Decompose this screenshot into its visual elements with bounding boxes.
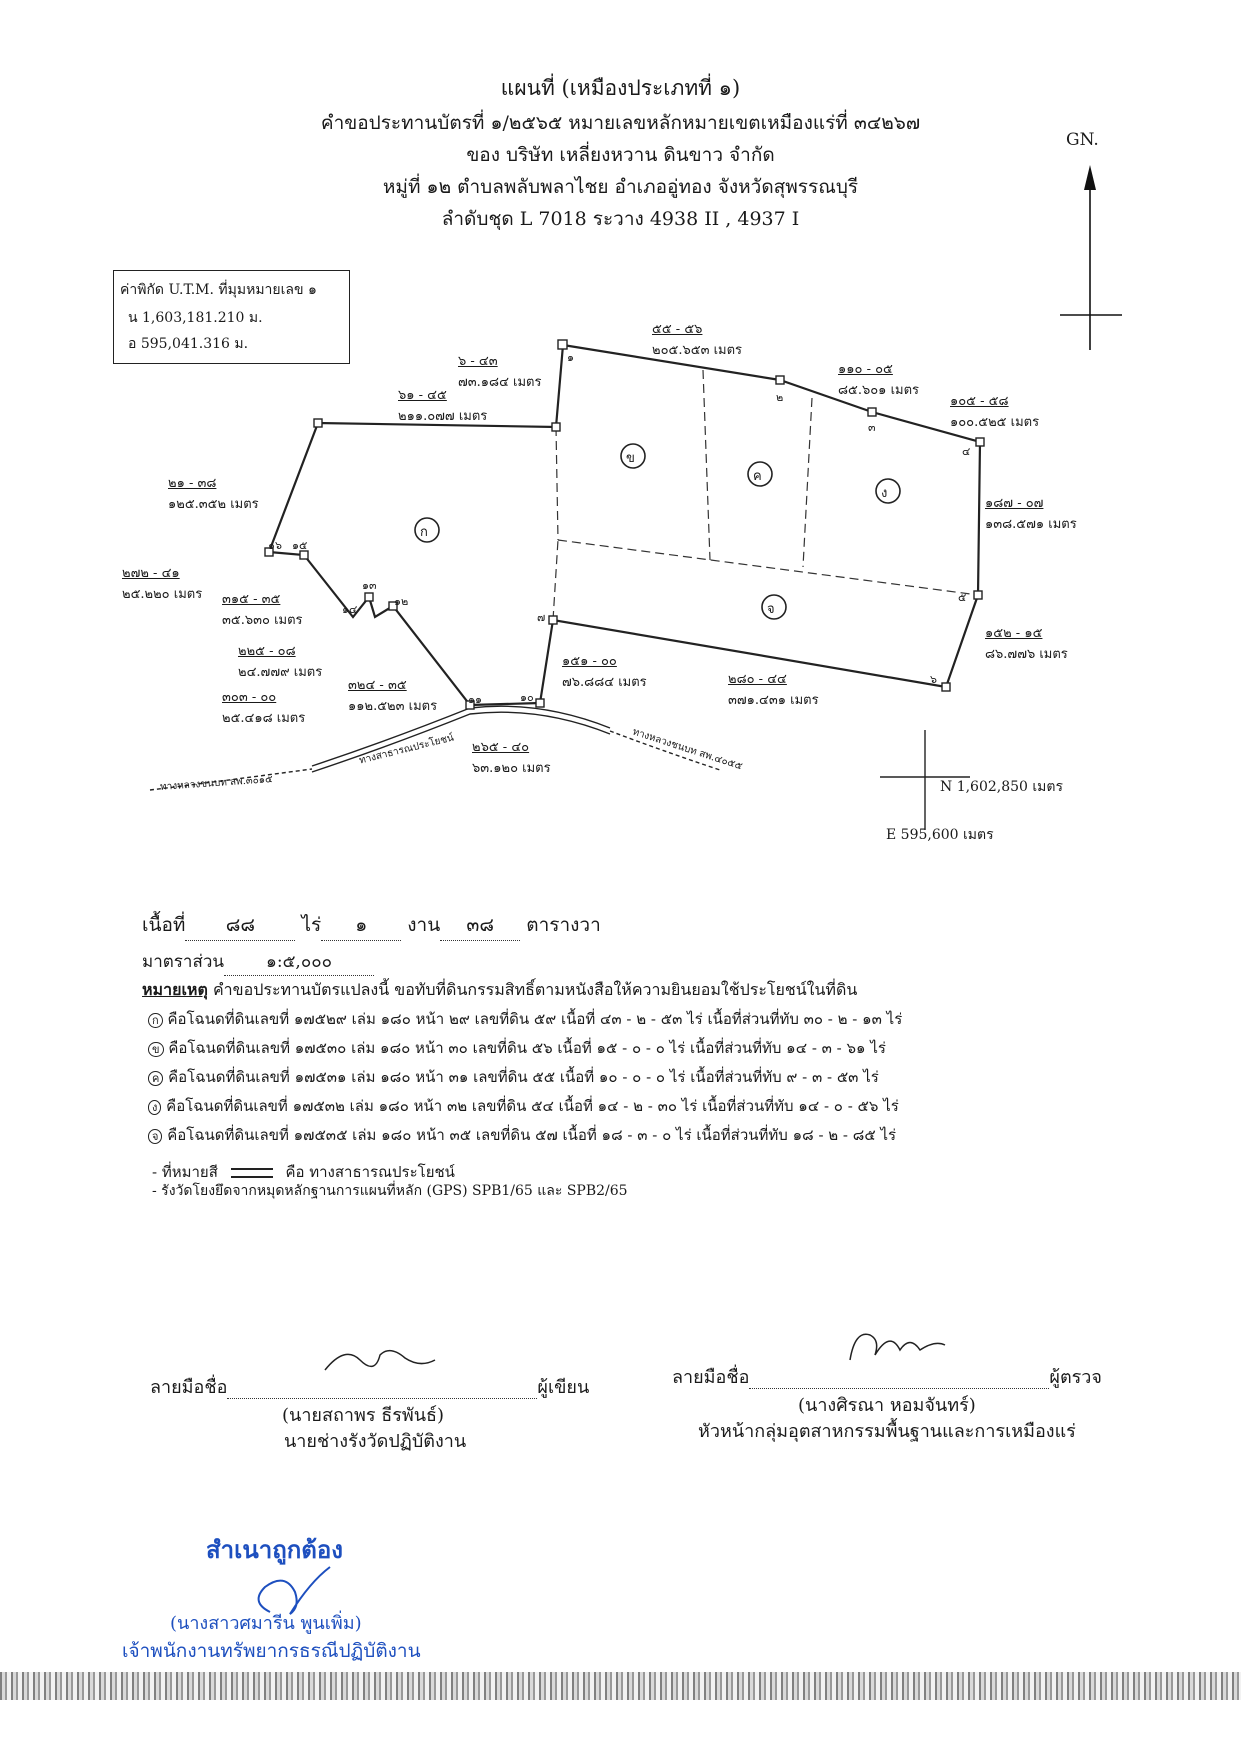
road-label-right: ทางหลวงชนบท สพ.๔๐๕๕ bbox=[631, 726, 744, 773]
north-label: GN. bbox=[1066, 130, 1099, 150]
inspector-position: หัวหน้ากลุ่มอุตสาหกรรมพื้นฐานและการเหมืองแร่ bbox=[698, 1421, 1076, 1442]
point-number: ๑๓ bbox=[362, 579, 377, 592]
bearing-label: ๒๒๕ - ๐๘ ๒๔.๗๗๙ เมตร bbox=[238, 644, 323, 680]
zone-label: จ bbox=[767, 602, 775, 617]
certifier-name: (นางสาวศมารีน พูนเพิ่ม) bbox=[170, 1613, 362, 1634]
point-number: ๔ bbox=[962, 445, 971, 458]
deed-note: ข คือโฉนดที่ดินเลขที่ ๑๗๕๓๐ เล่ม ๑๘๐ หน้า ๓๐ เลขที่ดิน ๕๖ เนื้อที่ ๑๕ - ๐ - ๐ ไร่ เนื้อที่ส่วนที่ทับ ๑๔ - ๓ - ๖๑ ไร่ bbox=[148, 1036, 886, 1060]
survey-note: - รังวัดโยงยึดจากหมุดหลักฐานการแผนที่หลัก (GPS) SPB1/65 และ SPB2/65 bbox=[152, 1183, 628, 1199]
bearing-label: ๑๕๒ - ๑๕ ๘๖.๗๗๖ เมตร bbox=[985, 626, 1068, 662]
division-line bbox=[703, 370, 710, 560]
point-number: ๑๑ bbox=[468, 693, 482, 706]
bearing-label: ๑๐๕ - ๕๘ ๑๐๐.๕๒๕ เมตร bbox=[950, 394, 1040, 430]
zone-label: ค bbox=[753, 469, 762, 484]
signature-line-writer: ลายมือชื่อ ผู้เขียน bbox=[150, 1377, 590, 1398]
scale-line: มาตราส่วน ๑:๕,๐๐๐ bbox=[142, 948, 374, 976]
utm-title: ค่าพิกัด U.T.M. ที่มุมหมายเลข ๑ bbox=[120, 282, 317, 298]
point-number: ๑๔ bbox=[342, 603, 358, 616]
writer-position: นายช่างรังวัดปฏิบัติงาน bbox=[284, 1431, 467, 1452]
grid-north: N 1,602,850 เมตร bbox=[940, 779, 1064, 795]
legend-note: - ที่หมายสี คือ ทางสาธารณประโยชน์ bbox=[152, 1163, 455, 1181]
bearing-label: ๕๕ - ๕๖ ๒๐๕.๖๕๓ เมตร bbox=[652, 322, 743, 358]
bearing-label: ๑๕๑ - ๐๐ ๗๖.๘๘๔ เมตร bbox=[562, 654, 647, 690]
road-label-left: ทางหลวงชนบท สพ.๓๐๑๕ bbox=[159, 774, 274, 793]
public-road bbox=[312, 712, 610, 772]
division-line bbox=[556, 427, 558, 540]
division-line bbox=[558, 540, 978, 595]
point-number: ๖ bbox=[930, 673, 937, 686]
notes-intro: หมายเหตุ คำขอประทานบัตรแปลงนี้ ขอทับที่ดินกรรมสิทธิ์ตามหนังสือให้ความยินยอมใช้ประโยชน์ในที่ดิน bbox=[142, 980, 858, 999]
bearing-label: ๒๗๒ - ๔๑ ๒๕.๒๒๐ เมตร bbox=[122, 566, 203, 602]
area-line: เนื้อที่ ๘๘ ไร่ ๑ งาน ๓๘ ตารางวา bbox=[142, 910, 601, 941]
utm-east: อ 595,041.316 ม. bbox=[128, 336, 249, 352]
deed-note: ง คือโฉนดที่ดินเลขที่ ๑๗๕๓๒ เล่ม ๑๘๐ หน้า ๓๒ เลขที่ดิน ๕๔ เนื้อที่ ๑๔ - ๒ - ๓๐ ไร่ เนื้อที่ส่วนที่ทับ ๑๔ - ๐ - ๕๖ ไร่ bbox=[148, 1094, 899, 1118]
deed-note: ก คือโฉนดที่ดินเลขที่ ๑๗๕๒๙ เล่ม ๑๘๐ หน้า ๒๙ เลขที่ดิน ๕๙ เนื้อที่ ๔๓ - ๒ - ๕๓ ไร่ เนื้อที่ส่วนที่ทับ ๓๐ - ๒ - ๑๓ ไร่ bbox=[148, 1007, 902, 1031]
division-line bbox=[553, 540, 558, 620]
company-line: ของ บริษัท เหลี่ยงหวาน ดินขาว จำกัด bbox=[466, 144, 775, 166]
series-line: ลำดับชุด L 7018 ระวาง 4938 II , 4937 I bbox=[441, 208, 800, 230]
zone-label: ข bbox=[626, 451, 635, 466]
bearing-label: ๓๐๓ - ๐๐ ๒๕.๔๑๘ เมตร bbox=[222, 690, 306, 726]
utm-north: น 1,603,181.210 ม. bbox=[128, 310, 263, 326]
point-number: ๓ bbox=[868, 421, 876, 434]
point-number: ๑ bbox=[567, 351, 574, 364]
point-number: ๑๖ bbox=[268, 539, 282, 552]
road-symbol-icon bbox=[231, 1168, 273, 1178]
map-title: แผนที่ (เหมืองประเภทที่ ๑) bbox=[500, 76, 741, 100]
writer-name: (นายสถาพร ธีรพันธ์) bbox=[282, 1405, 445, 1426]
point-number: ๗ bbox=[537, 611, 546, 624]
bearing-label: ๒๘๐ - ๔๔ ๓๗๑.๔๓๑ เมตร bbox=[728, 672, 819, 708]
request-line: คำขอประทานบัตรที่ ๑/๒๕๖๕ หมายเลขหลักหมายเขตเหมืองแร่ที่ ๓๔๒๖๗ bbox=[320, 112, 921, 134]
zone-label: ง bbox=[881, 486, 888, 501]
point-number: ๕ bbox=[958, 591, 967, 604]
zone-label: ก bbox=[420, 525, 428, 540]
bearing-label: ๒๖๕ - ๔๐ ๖๓.๑๒๐ เมตร bbox=[472, 740, 551, 776]
deed-note: ค คือโฉนดที่ดินเลขที่ ๑๗๕๓๑ เล่ม ๑๘๐ หน้า ๓๑ เลขที่ดิน ๕๕ เนื้อที่ ๑๐ - ๐ - ๐ ไร่ เนื้อที่ส่วนที่ทับ ๙ - ๓ - ๕๓ ไร่ bbox=[148, 1065, 879, 1089]
location-line: หมู่ที่ ๑๒ ตำบลพลับพลาไชย อำเภออู่ทอง จังหวัดสุพรรณบุรี bbox=[382, 176, 859, 198]
division-line bbox=[803, 398, 812, 567]
scan-edge bbox=[0, 1672, 1241, 1700]
point-number: ๒ bbox=[776, 391, 784, 404]
certifier-position: เจ้าพนักงานทรัพยากรธรณีปฏิบัติงาน bbox=[122, 1640, 421, 1662]
bearing-label: ๑๑๐ - ๐๕ ๘๕.๖๐๑ เมตร bbox=[838, 362, 920, 398]
inspector-name: (นางศิรณา หอมจันทร์) bbox=[798, 1395, 976, 1416]
road-label-public: ทางสาธารณประโยชน์ bbox=[358, 732, 456, 767]
point-number: ๑๐ bbox=[520, 691, 534, 704]
bearing-label: ๑๘๗ - ๐๗ ๑๓๘.๕๗๑ เมตร bbox=[985, 496, 1077, 532]
bearing-label: ๒๑ - ๓๘ ๑๒๕.๓๕๒ เมตร bbox=[168, 476, 259, 512]
bearing-label: ๓๒๔ - ๓๕ ๑๑๒.๕๒๓ เมตร bbox=[348, 678, 438, 714]
signature-line-inspector: ลายมือชื่อ ผู้ตรวจ bbox=[672, 1367, 1102, 1388]
bearing-label: ๖ - ๔๓ ๗๓.๑๘๔ เมตร bbox=[458, 354, 542, 390]
deed-note: จ คือโฉนดที่ดินเลขที่ ๑๗๕๓๕ เล่ม ๑๘๐ หน้า ๓๕ เลขที่ดิน ๕๗ เนื้อที่ ๑๘ - ๓ - ๐ ไร่ เนื้อที่ส่วนที่ทับ ๑๘ - ๒ - ๘๕ ไร่ bbox=[148, 1123, 896, 1147]
bearing-label: ๖๑ - ๔๕ ๒๑๑.๐๗๗ เมตร bbox=[398, 388, 488, 424]
certified-copy-stamp: สำเนาถูกต้อง bbox=[206, 1536, 343, 1564]
grid-east: E 595,600 เมตร bbox=[886, 827, 994, 843]
bearing-label: ๓๑๕ - ๓๕ ๓๕.๖๓๐ เมตร bbox=[222, 592, 303, 628]
point-number: ๑๕ bbox=[292, 539, 308, 552]
point-number: ๑๒ bbox=[394, 595, 409, 608]
